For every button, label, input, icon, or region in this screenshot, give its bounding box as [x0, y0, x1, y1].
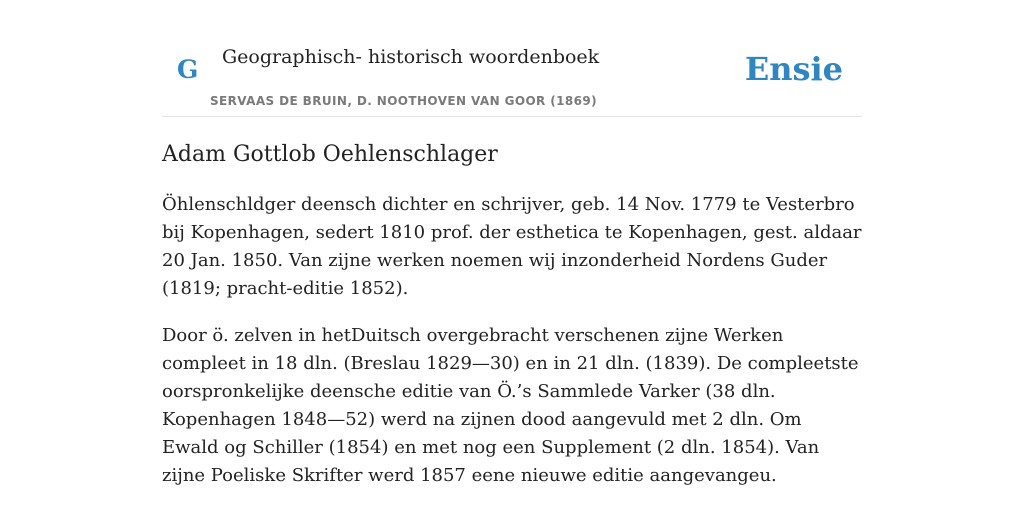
- ensie-logo-link[interactable]: Ensie: [744, 50, 843, 88]
- entry-paragraph-1: Öhlenschldger deensch dichter en schrijver, geb. 14 Nov. 1779 te Vesterbro bij Kopenhagen, sedert 1810 prof. der esthetica te Kopenhagen, gest. aldaar 20 Jan. 1850. Van zijne werken noemen wij inzonderheid Nordens Guder (1819; pracht-editie 1852).: [162, 194, 862, 299]
- entry-title: Adam Gottlob Oehlenschlager: [162, 142, 498, 167]
- site-header: [162, 0, 862, 117]
- book-logo-icon[interactable]: G: [177, 55, 199, 84]
- entry-content: [162, 140, 862, 509]
- book-authors: SERVAAS DE BRUIN, D. NOOTHOVEN VAN GOOR (1869): [210, 94, 598, 108]
- entry-paragraph-2: Door ö. zelven in hetDuitsch overgebracht verschenen zijne Werken compleet in 18 dln. (Breslau 1829—30) en in 21 dln. (1839). De compleetste oorspronkelijke deensche editie van Ö.’s Sammlede Varker (38 dln. Kopenhagen 1848—52) werd na zijnen dood aangevuld met 2 dln. Om Ewald og Schiller (1854) en met nog een Supplement (2 dln. 1854). Van zijne Poeliske Skrifter werd 1857 eene nieuwe editie aangevangeu.: [162, 325, 859, 486]
- book-title-link[interactable]: Geographisch- historisch woordenboek: [222, 46, 600, 68]
